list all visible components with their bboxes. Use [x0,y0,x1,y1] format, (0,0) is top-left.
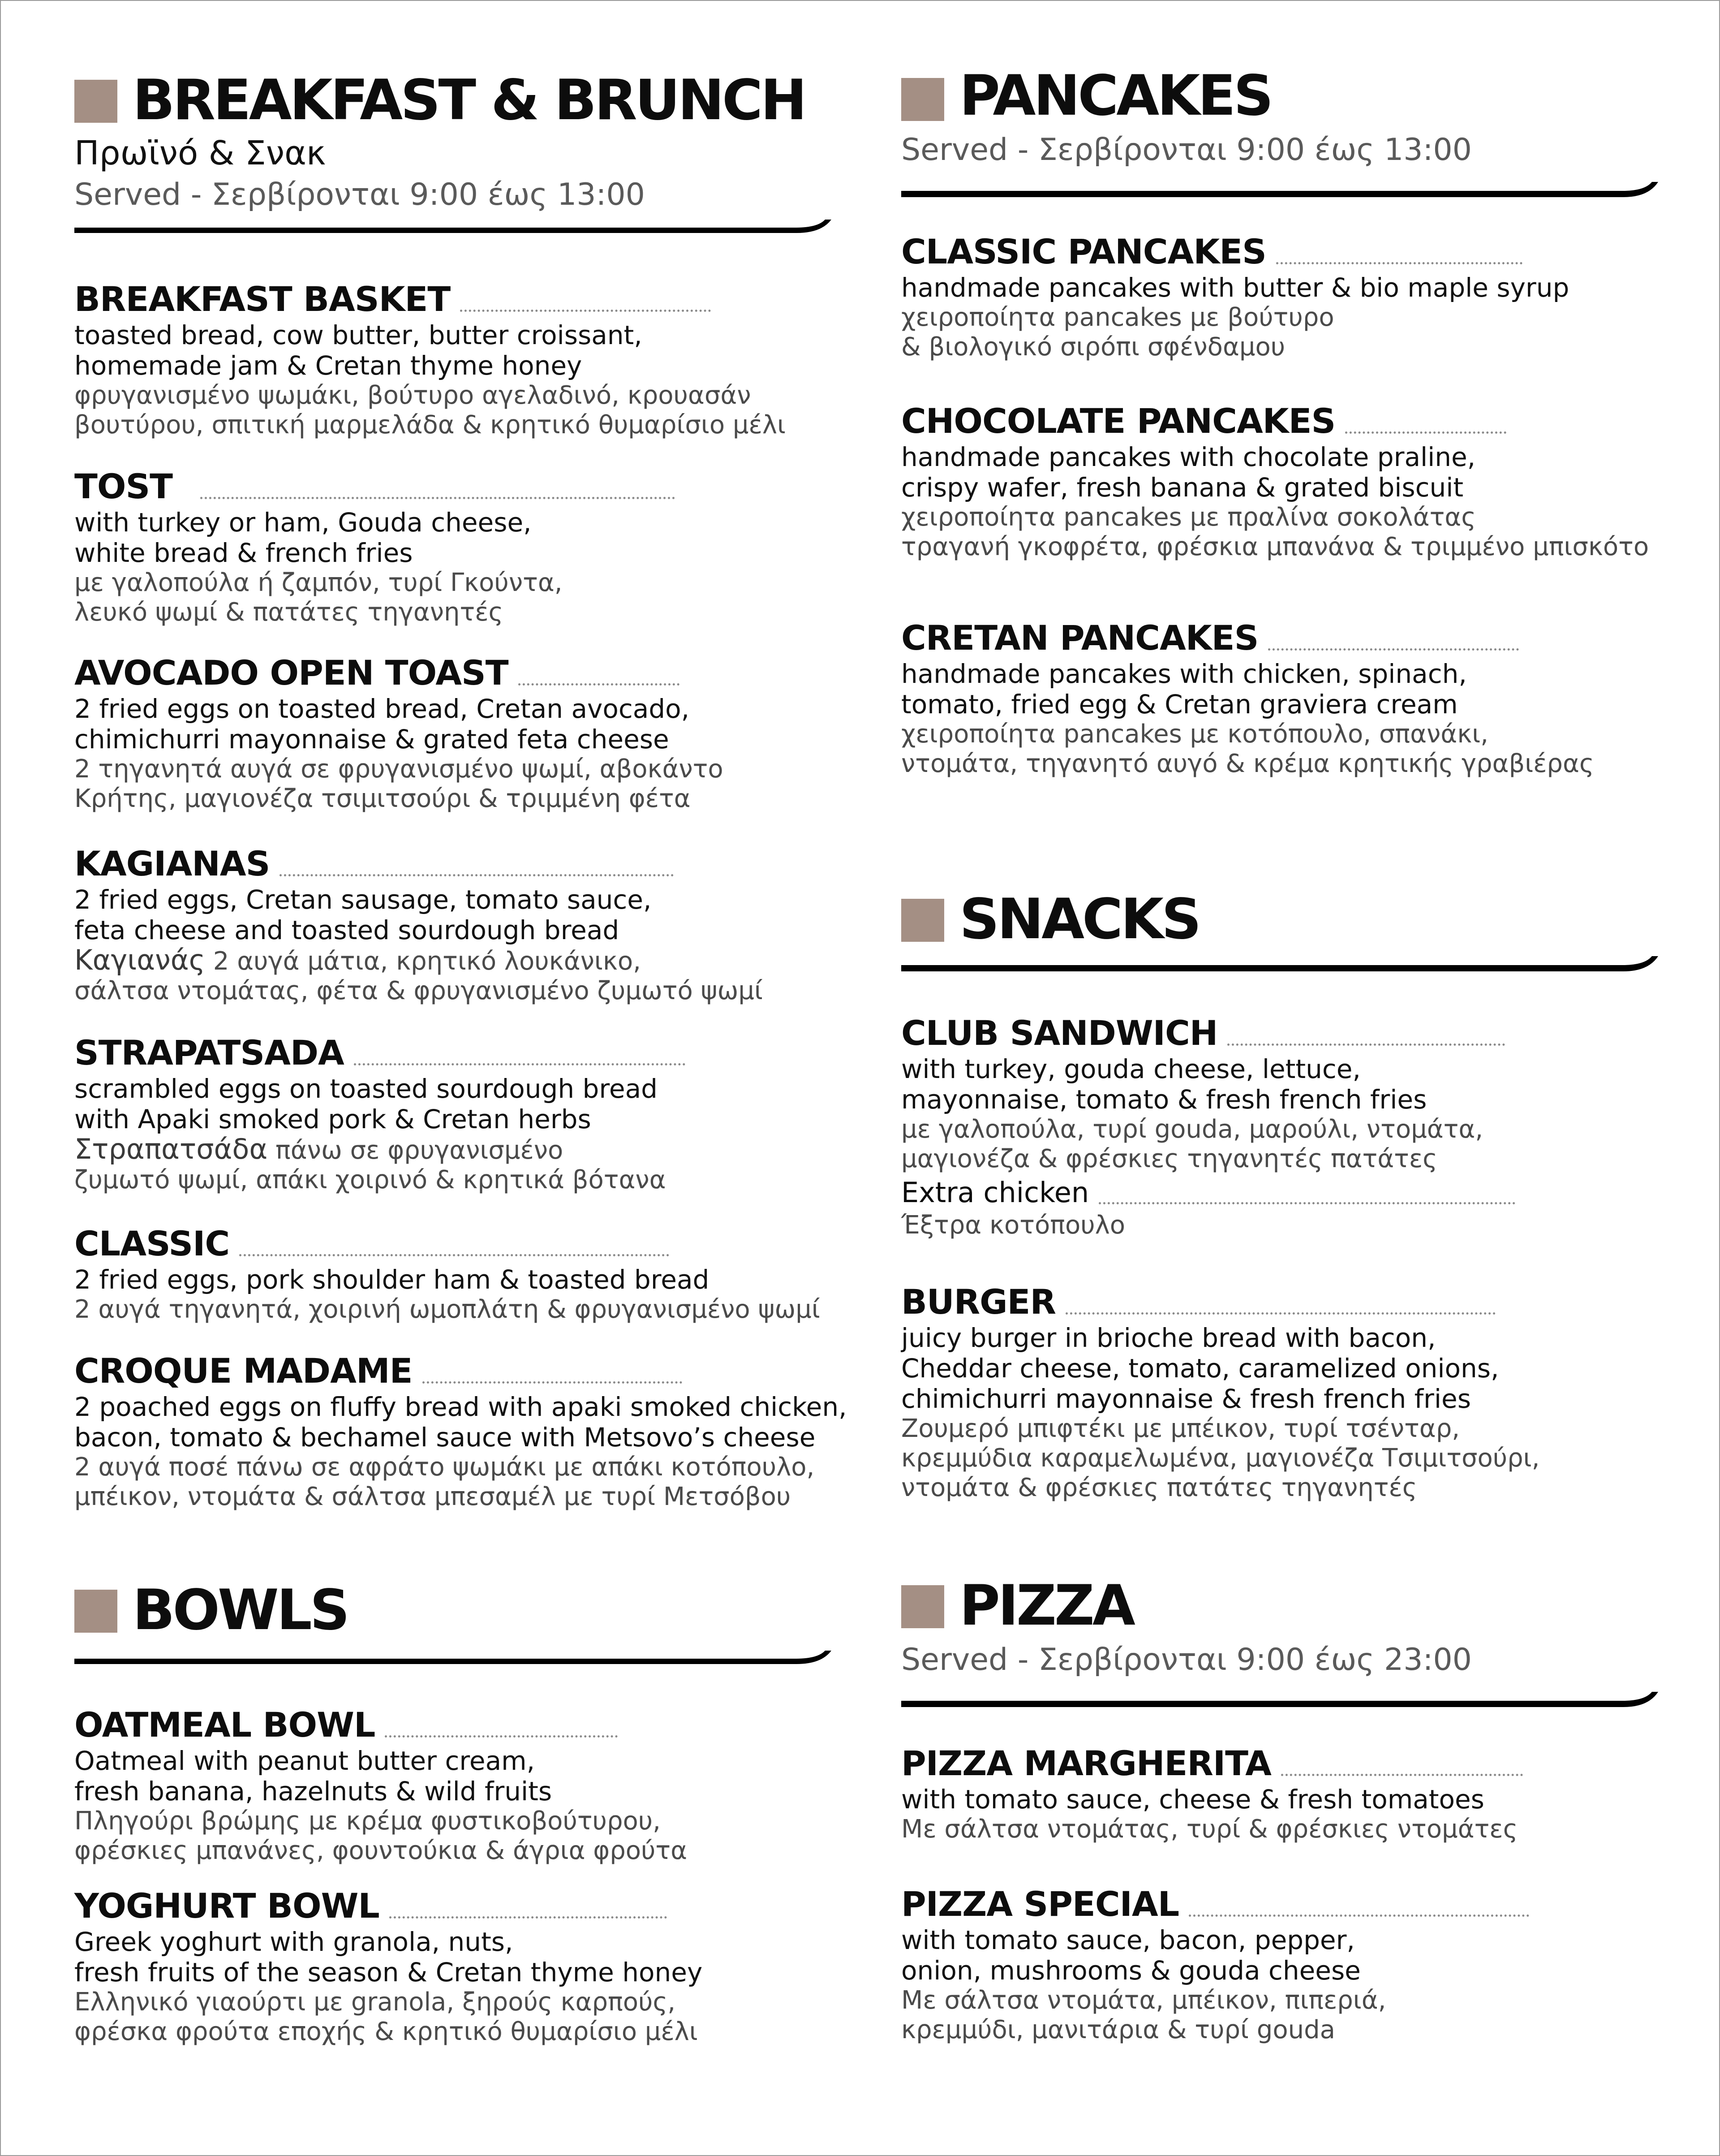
item-description-gr: 2 αυγά τηγανητά, χοιρινή ωμοπλάτη & φρυγανισμένο ψωμί [74,1295,820,1324]
item-description-gr: Έξτρα κοτόπουλο [901,1211,1126,1240]
item-name: AVOCADO OPEN TOAST [74,653,508,693]
item-description-gr: Με σάλτσα ντομάτα, μπέικον, πιπεριά, [901,1986,1386,2015]
bowls-section-header [74,1573,831,1667]
item-name: CLUB SANDWICH [901,1013,1218,1053]
item-description-gr: ντομάτα, τηγανητό αυγό & κρέμα κρητικής γραβιέρας [901,749,1594,778]
section-marker-square [74,1590,117,1633]
item-description-gr: κρεμμύδια καραμελωμένα, μαγιονέζα Τσιμιτσούρι, [901,1444,1540,1473]
dot-leader [280,874,674,876]
dot-leader [1268,648,1519,651]
item-name: CHOCOLATE PANCAKES [901,401,1336,441]
item-description-gr: μπέικον, ντομάτα & σάλτσα μπεσαμέλ με τυρί Μετσόβου [74,1482,791,1511]
dot-leader [460,310,711,312]
snacks-section-header [901,882,1658,974]
item-description-en: onion, mushrooms & gouda cheese [901,1955,1361,1986]
section-rule [901,1689,1658,1710]
item-description-en: white bread & french fries [74,538,413,568]
item-description-en: 2 poached eggs on fluffy bread with apaki smoked chicken, [74,1392,847,1422]
item-description-en: with tomato sauce, bacon, pepper, [901,1925,1355,1955]
section-marker-square [74,80,117,123]
dot-leader [1066,1312,1496,1315]
section-title: PIZZA [959,1574,1133,1638]
item-description-en: Cheddar cheese, tomato, caramelized onions, [901,1353,1499,1384]
item-description-en: bacon, tomato & bechamel sauce with Metsovo’s cheese [74,1422,816,1453]
item-name: CRETAN PANCAKES [901,618,1259,658]
item-description-gr: 2 αυγά ποσέ πάνω σε αφράτο ψωμάκι με απάκι κοτόπουλο, [74,1453,815,1482]
dot-leader [354,1063,685,1065]
menu-item [74,1349,847,1512]
item-description-en: handmade pancakes with chocolate praline, [901,442,1476,472]
item-greek-name: Στραπατσάδα [74,1133,268,1165]
item-description-en: scrambled eggs on toasted sourdough bread [74,1074,658,1104]
item-description-gr: Κρήτης, μαγιονέζα τσιμιτσούρι & τριμμένη φέτα [74,784,691,813]
item-description-gr: 2 τηγανητά αυγά σε φρυγανισμένο ψωμί, αβοκάντο [74,755,723,784]
item-description-en: 2 fried eggs on toasted bread, Cretan avocado, [74,694,690,724]
item-description-en: homemade jam & Cretan thyme honey [74,350,582,381]
item-description-en: crispy wafer, fresh banana & grated biscuit [901,472,1464,503]
item-description-en: 2 fried eggs, pork shoulder ham & toasted bread [74,1264,710,1295]
item-description-gr: βουτύρου, σπιτική μαρμελάδα & κρητικό θυμαρίσιο μέλι [74,410,786,440]
item-description-en: handmade pancakes with butter & bio maple syrup [901,272,1570,303]
item-name: BREAKFAST BASKET [74,279,451,319]
section-title: PANCAKES [959,64,1272,128]
item-name: CLASSIC PANCAKES [901,232,1266,272]
menu-item [901,1741,1658,1844]
menu-item [901,399,1658,562]
dot-leader [1099,1202,1515,1204]
menu-item [74,1031,831,1195]
menu-item [901,1280,1658,1503]
item-description-en: chimichurri mayonnaise & fresh french fries [901,1384,1471,1414]
item-description-gr: Πληγούρι βρώμης με κρέμα φυστικοβούτυρου, [74,1807,661,1836]
served-hours: Served - Σερβίρονται 9:00 έως 13:00 [74,177,645,212]
menu-item [74,464,831,627]
item-description-gr: Καγιανάς 2 αυγά μάτια, κρητικό λουκάνικο, [74,944,641,976]
section-marker-square [901,1585,944,1628]
section-rule [74,1649,831,1667]
item-name: OATMEAL BOWL [74,1705,375,1745]
item-name: PIZZA MARGHERITA [901,1743,1271,1783]
item-description-en: with turkey or ham, Gouda cheese, [74,507,532,538]
section-rule [901,953,1658,974]
item-description-gr: φρέσκα φρούτα εποχής & κρητικό θυμαρίσιο μέλι [74,2017,698,2046]
item-description-gr: χειροποίητα pancakes με κοτόπουλο, σπανάκι, [901,720,1488,749]
item-description-gr: & βιολογικό σιρόπι σφένδαμου [901,332,1286,362]
item-description-en: handmade pancakes with chicken, spinach, [901,659,1467,689]
section-rule [901,179,1658,200]
menu-item [901,1011,1658,1174]
section-title: SNACKS [959,887,1200,952]
section-title: BREAKFAST & BRUNCH [133,68,805,133]
item-description-en: Greek yoghurt with granola, nuts, [74,1927,513,1957]
item-description-en: feta cheese and toasted sourdough bread [74,915,619,945]
item-name: Extra chicken [901,1176,1089,1209]
item-description-gr: με γαλοπούλα, τυρί gouda, μαρούλι, ντομάτα, [901,1115,1484,1144]
item-description-en: 2 fried eggs, Cretan sausage, tomato sauce, [74,884,652,915]
dot-leader [1276,262,1522,264]
item-name: PIZZA SPECIAL [901,1884,1179,1924]
item-description-en: fresh banana, hazelnuts & wild fruits [74,1776,552,1807]
section-marker-square [901,899,944,942]
section-subtitle: Πρωϊνό & Σνακ [74,134,326,172]
item-name: BURGER [901,1282,1056,1322]
item-description-gr: ζυμωτό ψωμί, απάκι χοιρινό & κρητικά βότανα [74,1165,666,1194]
item-description-gr: Ζουμερό μπιφτέκι με μπέικον, τυρί τσένταρ, [901,1414,1460,1443]
menu-item [74,1884,831,2047]
item-description-en: tomato, fried egg & Cretan graviera cream [901,689,1458,720]
item-description-gr: τραγανή γκοφρέτα, φρέσκια μπανάνα & τριμμένο μπισκότο [901,532,1649,561]
menu-item [74,277,831,440]
dot-leader [385,1735,618,1738]
menu-item [901,229,1658,362]
item-description-gr: χειροποίητα pancakes με πραλίνα σοκολάτας [901,503,1476,532]
dot-leader [200,497,675,499]
item-description-gr: μαγιονέζα & φρέσκιες τηγανητές πατάτες [901,1144,1438,1173]
item-description-gr: Με σάλτσα ντομάτας, τυρί & φρέσκιες ντομάτες [901,1815,1518,1844]
item-description-en: chimichurri mayonnaise & grated feta cheese [74,724,669,755]
item-description-gr: ντομάτα & φρέσκιες πατάτες τηγανητές [901,1473,1417,1502]
item-name: STRAPATSADA [74,1033,344,1073]
pizza-section-header [901,1568,1658,1710]
menu-item [901,1882,1658,2045]
item-description-en: juicy burger in brioche bread with bacon, [901,1323,1436,1353]
breakfast-section-header [74,63,831,236]
item-description-en: mayonnaise, tomato & fresh french fries [901,1084,1427,1115]
dot-leader [518,683,679,686]
item-description-gr: κρεμμύδι, μανιτάρια & τυρί gouda [901,2015,1335,2044]
item-description-en: with Apaki smoked pork & Cretan herbs [74,1104,591,1134]
item-description-gr: με γαλοπούλα ή ζαμπόν, τυρί Γκούντα, [74,568,563,597]
menu-item [74,651,831,814]
item-description-gr: σάλτσα ντομάτας, φέτα & φρυγανισμένο ζυμωτό ψωμί [74,976,763,1005]
item-name: CLASSIC [74,1224,230,1263]
item-description-gr: χειροποίητα pancakes με βούτυρο [901,303,1334,332]
section-rule [74,218,831,236]
menu-item [74,1703,831,1866]
item-name: KAGIANAS [74,844,270,884]
item-description-gr: φρέσκιες μπανάνες, φουντούκια & άγρια φρούτα [74,1836,688,1865]
item-name: CROQUE MADAME [74,1351,413,1391]
dot-leader [1281,1774,1523,1776]
menu-item [74,1221,831,1324]
dot-leader [239,1254,669,1256]
dot-leader [422,1381,682,1384]
item-description-en: fresh fruits of the season & Cretan thyme honey [74,1957,703,1988]
section-marker-square [901,78,944,121]
menu-item [901,616,1658,779]
menu-item [74,841,831,1006]
item-description-en: Oatmeal with peanut butter cream, [74,1746,535,1776]
item-description-en: toasted bread, cow butter, butter croissant, [74,320,642,350]
served-hours: Served - Σερβίρονται 9:00 έως 23:00 [901,1642,1472,1677]
item-description-gr: Στραπατσάδα πάνω σε φρυγανισμένο [74,1133,563,1165]
pancakes-section-header [901,58,1658,200]
item-name: TOST [74,466,173,506]
dot-leader [1189,1915,1529,1917]
item-name: YOGHURT BOWL [74,1886,379,1926]
item-greek-name: Καγιανάς [74,944,205,976]
item-description-gr: λευκό ψωμί & πατάτες τηγανητές [74,598,503,627]
item-description-en: with tomato sauce, cheese & fresh tomatoes [901,1784,1484,1815]
menu-item-extra [901,1175,1658,1240]
served-hours: Served - Σερβίρονται 9:00 έως 13:00 [901,132,1472,168]
item-description-gr: φρυγανισμένο ψωμάκι, βούτυρο αγελαδινό, κρουασάν [74,381,751,410]
dot-leader [1227,1044,1505,1046]
dot-leader [1345,431,1506,434]
section-title: BOWLS [133,1578,348,1643]
item-description-gr: Ελληνικό γιαούρτι με granola, ξηρούς καρπούς, [74,1988,676,2017]
item-description-en: with turkey, gouda cheese, lettuce, [901,1054,1361,1084]
dot-leader [389,1916,667,1919]
